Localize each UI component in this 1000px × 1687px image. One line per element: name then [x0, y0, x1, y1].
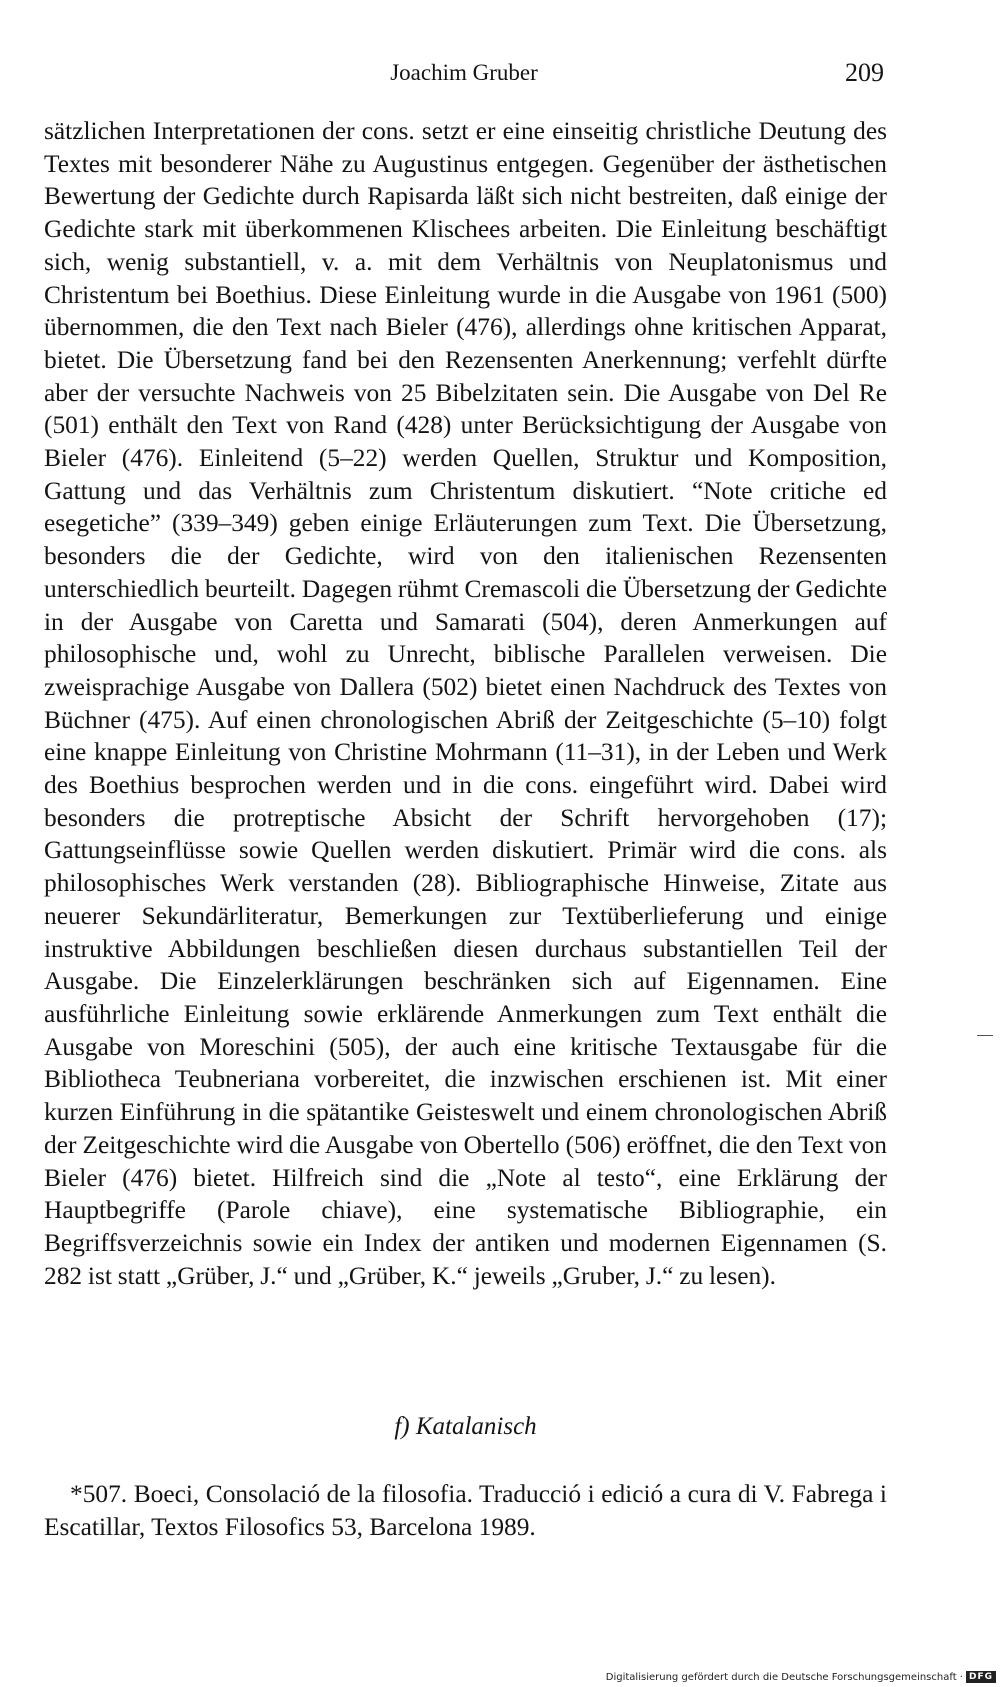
dfg-logo-icon: DFG	[966, 1671, 996, 1683]
margin-mark	[977, 1035, 993, 1036]
bibliography-entry	[44, 1478, 887, 1543]
page-number: 209	[845, 58, 884, 87]
section-heading: f) Katalanisch	[394, 1413, 537, 1440]
body-paragraph: sätzlichen Interpretationen der cons. setzt er eine einseitig christliche Deutung des Textes mit besonderer Nähe zu Augustinus entgegen. Gegenüber der ästhetischen Bewertung der Gedichte durch Rapisarda läßt sich nicht bestreiten, daß einige der Gedichte stark mit überkommenen Klischees arbeiten. Die Einleitung beschäftigt sich, wenig substantiell, v. a. mit dem Verhältnis von Neuplatonismus und Christentum bei Boethius. Diese Einleitung wurde in die Ausgabe von 1961 (500) übernommen, die den Text nach Bieler (476), allerdings ohne kritischen Apparat, bietet. Die Übersetzung fand bei den Rezensenten Anerkennung; verfehlt dürfte aber der versuchte Nachweis von 25 Bibelzitaten sein. Die Ausgabe von Del Re (501) enthält den Text von Rand (428) unter Berücksichtigung der Ausgabe von Bieler (476). Einleitend (5–22) werden Quellen, Struktur und Komposition, Gattung und das Verhältnis zum Christentum diskutiert. “Note critiche ed esegetiche” (339–349) geben einige Erläuterungen zum Text. Die Übersetzung, besonders die der Gedichte, wird von den italienischen Rezensenten unterschiedlich beurteilt. Dagegen rühmt Cremascoli die Übersetzung der Gedichte in der Ausgabe von Caretta und Samarati (504), deren Anmerkungen auf philosophische und, wohl zu Unrecht, biblische Parallelen verweisen. Die zweisprachige Ausgabe von Dallera (502) bietet einen Nachdruck des Textes von Büchner (475). Auf einen chronologischen Abriß der Zeitgeschichte (5–10) folgt eine knappe Einleitung von Christine Mohrmann (11–31), in der Leben und Werk des Boethius besprochen werden und in die cons. eingeführt wird. Dabei wird besonders die protreptische Absicht der Schrift hervorgehoben (17); Gattungseinflüsse sowie Quellen werden diskutiert. Primär wird die cons. als philosophisches Werk verstanden (28). Bibliographische Hinweise, Zitate aus neuerer Sekundärliteratur, Bemerkungen zur Textüberlieferung und einige instruktive Abbildungen beschließen diesen durchaus substantiellen Teil der Ausgabe. Die Einzelerklärungen beschränken sich auf Eigennamen. Eine ausführliche Einleitung sowie erklärende Anmerkungen zum Text enthält die Ausgabe von Moreschini (505), der auch eine kritische Textausgabe für die Bibliotheca Teubneriana vorbereitet, die inzwischen erschienen ist. Mit einer kurzen Einführung in die spätantike Geisteswelt und einem chronologischen Abriß der Zeitgeschichte wird die Ausgabe von Obertello (506) eröffnet, die den Text von Bieler (476) bietet. Hilfreich sind die „Note al testo“, eine Erklärung der Hauptbegriffe (Parole chiave), eine systematische Bibliographie, ein Begriffsverzeichnis sowie ein Index der antiken und modernen Eigennamen (S. 282 ist statt „Grüber, J.“ und „Grüber, K.“ jeweils „Gruber, J.“ zu lesen).	[44, 117, 887, 1290]
footer	[606, 1669, 996, 1685]
entry-number: *507.	[70, 1480, 128, 1508]
entry-text: Boeci, Consolació de la filosofia. Traducció i edició a cura di V. Fabrega i Escatillar, Textos Filosofics 53, Barcelona 1989.	[44, 1480, 887, 1541]
running-head: Joachim Gruber	[390, 60, 538, 85]
body-text	[44, 115, 887, 1292]
footer-credit: Digitalisierung gefördert durch die Deutsche Forschungsgemeinschaft ·	[605, 1671, 963, 1683]
page-header	[44, 58, 884, 94]
